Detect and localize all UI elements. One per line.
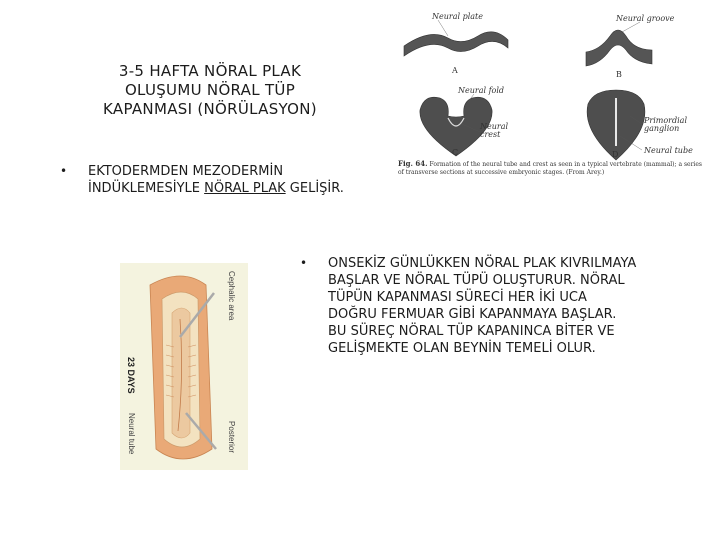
label-primordial-2: ganglion bbox=[644, 124, 680, 133]
letter-b: B bbox=[616, 70, 622, 79]
caption-fig-number: Fig. 64. bbox=[398, 159, 428, 168]
bullet-1-underlined-term: NÖRAL PLAK bbox=[204, 181, 286, 196]
label-neural-tube-section: Neural tube bbox=[644, 146, 693, 155]
bullet-marker-1: • bbox=[60, 164, 68, 178]
label-23-days: 23 DAYS bbox=[126, 357, 136, 394]
label-neural-plate: Neural plate bbox=[432, 12, 483, 21]
bullet-1-text-b: GELİŞİR. bbox=[285, 181, 344, 196]
neural-tube-sections-figure bbox=[390, 6, 708, 192]
label-neural-tube-embryo: Neural tube bbox=[127, 413, 136, 455]
embryo-23-days-figure bbox=[120, 263, 248, 470]
title-line-3: KAPANMASI (NÖRÜLASYON) bbox=[103, 100, 317, 118]
label-cephalic-area: Cephalic area bbox=[227, 271, 236, 321]
label-neural-crest-2: crest bbox=[480, 130, 501, 139]
slide-title bbox=[60, 62, 360, 119]
section-a-neural-plate bbox=[404, 32, 508, 56]
label-neural-groove: Neural groove bbox=[616, 14, 675, 23]
title-line-1: 3-5 HAFTA NÖRAL PLAK bbox=[118, 62, 302, 80]
label-primordial-1: Primordial bbox=[644, 116, 687, 125]
title-line-2: OLUŞUMU NÖRAL TÜP bbox=[124, 81, 296, 99]
bullet-1-text-a: EKTODERMDEN MEZODERMİN İNDÜKLEMESİYLE bbox=[88, 164, 284, 196]
letter-a: A bbox=[452, 66, 458, 75]
bullet-marker-2: • bbox=[300, 256, 308, 270]
bullet-2-text: ONSEKİZ GÜNLÜKKEN NÖRAL PLAK KIVRILMAYA BAŞLAR VE NÖRAL TÜPÜ OLUŞTURUR. NÖRAL TÜPÜN KAPANMASI SÜRECİ HER İKİ UCA DOĞRU FERMUAR GİBİ KAPANMAYA BAŞLAR. BU SÜREÇ NÖRAL TÜP KAPANINCA BİTER VE GELİŞMEKTE OLAN BEYNİN TEMELİ OLUR. bbox=[328, 256, 637, 356]
label-posterior: Posterior bbox=[227, 421, 236, 454]
figure-caption bbox=[398, 160, 706, 177]
letter-d: D bbox=[612, 150, 619, 159]
label-neural-fold: Neural fold bbox=[458, 86, 505, 95]
letter-c: C bbox=[452, 148, 459, 157]
caption-text: Formation of the neural tube and crest as seen in a typical vertebrate (mammal); a series of transverse sections at successive embryonic stages. (From Arey.) bbox=[398, 161, 702, 176]
section-b-neural-groove bbox=[586, 30, 652, 66]
bullet-neural-tube bbox=[300, 255, 638, 357]
label-neural-crest-1: Neural bbox=[480, 122, 509, 131]
bullet-neural-plate bbox=[60, 163, 358, 197]
